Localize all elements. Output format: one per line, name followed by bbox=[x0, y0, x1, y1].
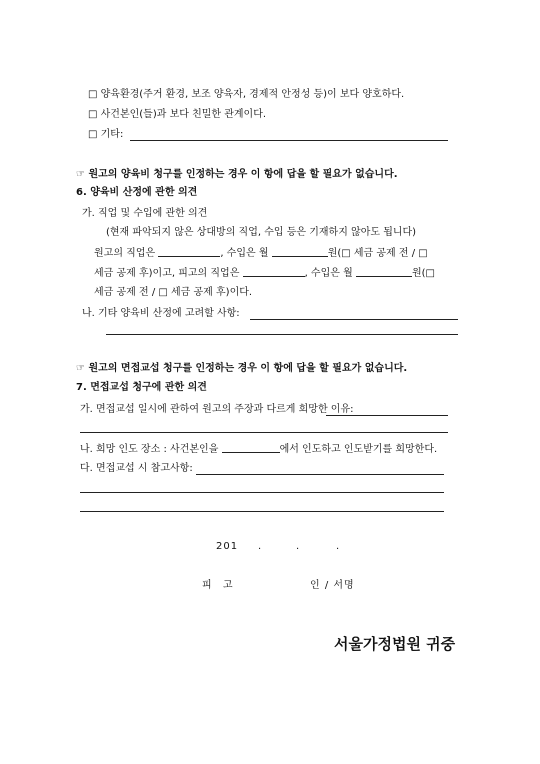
sec6-other-blank-1[interactable] bbox=[250, 319, 458, 320]
plaintiff-income-label: , 수입은 월 bbox=[220, 248, 269, 259]
sec7-sub-a: 가. 면접교섭 일시에 관하여 원고의 주장과 다르게 희망한 이유: bbox=[80, 404, 354, 415]
defendant-income-label: , 수입은 월 bbox=[304, 268, 353, 279]
sec7-notice: ☞ 원고의 면접교섭 청구를 인정하는 경우 이 항에 답을 할 필요가 없습니다. bbox=[76, 363, 408, 374]
seal-signature-label: 인 / 서명 bbox=[310, 580, 355, 591]
sec6-note: (현재 파악되지 않은 상대방의 직업, 수입 등은 기재하지 않아도 됩니다) bbox=[106, 227, 417, 238]
sec6-income-line-3: 세금 공제 전 / □ 세금 공제 후)이다. bbox=[94, 287, 253, 298]
option-closer-relationship: □ 사건본인(들)과 보다 친밀한 관계이다. bbox=[88, 109, 267, 120]
date-dot-2: . bbox=[296, 541, 301, 552]
sec6-income-line-1 bbox=[94, 246, 428, 261]
option-other-blank[interactable] bbox=[130, 140, 448, 141]
sec7-notes-blank-3[interactable] bbox=[80, 511, 444, 512]
plaintiff-tax-choice: 원(□ 세금 공제 전 / □ bbox=[327, 248, 428, 259]
defendant-job-blank[interactable] bbox=[243, 266, 305, 277]
sec7-notes-blank-2[interactable] bbox=[80, 492, 444, 493]
defendant-tax-choice: 원(□ bbox=[411, 268, 435, 279]
handover-place-label: 나. 희망 인도 장소 : 사건본인을 bbox=[80, 444, 219, 455]
date-dot-3: . bbox=[336, 541, 341, 552]
sec7-reason-blank-1[interactable] bbox=[326, 415, 448, 416]
defendant-label: 피 고 bbox=[202, 580, 237, 591]
date-year: 201 bbox=[216, 541, 239, 552]
sec6-notice: ☞ 원고의 양육비 청구를 인정하는 경우 이 항에 답을 할 필요가 없습니다. bbox=[76, 169, 398, 180]
defendant-income-blank[interactable] bbox=[356, 266, 412, 277]
sec6-sub-b: 나. 기타 양육비 산정에 고려할 사항: bbox=[82, 308, 240, 319]
sec6-sub-a: 가. 직업 및 수입에 관한 의견 bbox=[82, 208, 208, 219]
sec7-reason-blank-2[interactable] bbox=[80, 432, 448, 433]
sec6-other-blank-2[interactable] bbox=[106, 334, 458, 335]
defendant-job-label: 세금 공제 후)이고, 피고의 직업은 bbox=[94, 268, 240, 279]
sec6-heading: 6. 양육비 산정에 관한 의견 bbox=[76, 187, 198, 198]
sec7-sub-c: 다. 면접교섭 시 참고사항: bbox=[80, 463, 193, 474]
sec7-heading: 7. 면접교섭 청구에 관한 의견 bbox=[76, 382, 207, 393]
sec7-notes-blank-1[interactable] bbox=[196, 474, 444, 475]
plaintiff-income-blank[interactable] bbox=[272, 246, 328, 257]
option-environment: □ 양육환경(주거 환경, 보조 양육자, 경제적 안정성 등)이 보다 양호하다. bbox=[88, 89, 405, 100]
option-other: □ 기타: bbox=[88, 129, 124, 140]
sec6-income-line-2 bbox=[94, 266, 435, 281]
court-name: 서울가정법원 귀중 bbox=[334, 635, 456, 653]
handover-place-blank[interactable] bbox=[222, 442, 280, 453]
date-dot-1: . bbox=[258, 541, 263, 552]
plaintiff-job-blank[interactable] bbox=[158, 246, 220, 257]
sec7-sub-b bbox=[80, 442, 437, 457]
plaintiff-job-label: 원고의 직업은 bbox=[94, 248, 156, 259]
handover-place-suffix: 에서 인도하고 인도받기를 희망한다. bbox=[279, 444, 438, 455]
